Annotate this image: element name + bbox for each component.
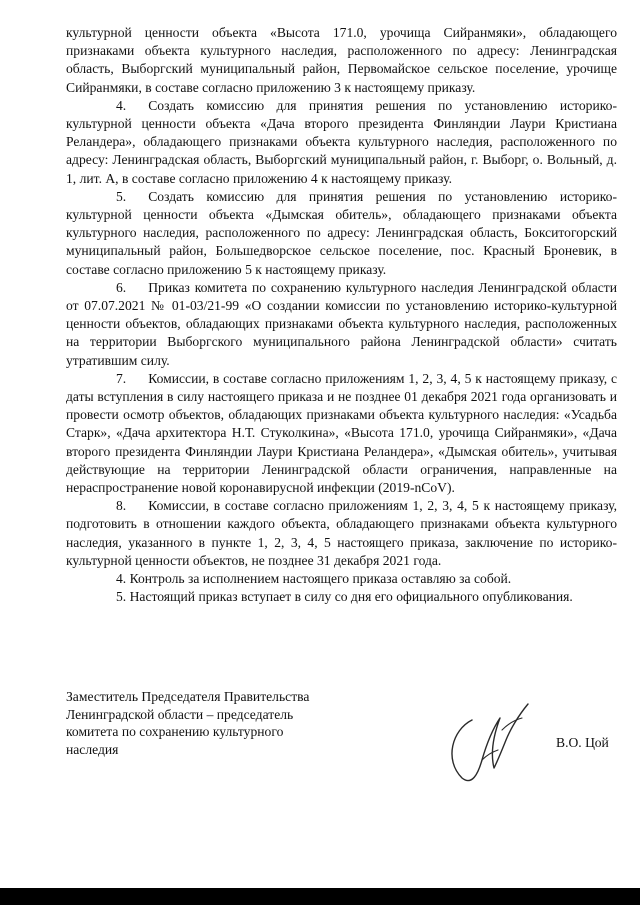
signatory-position-line: Заместитель Председателя Правительства [66, 689, 310, 704]
signatory-position-line: комитета по сохранению культурного [66, 724, 284, 739]
paragraph-text: Комиссии, в составе согласно приложениям 1, 2, 3, 4, 5 к настоящему приказу, с даты вступления в силу настоящего приказа и не позднее 01 декабря 2021 года организовать и провести осмотр объектов, обладающих признаками объекта культурного наследия: «Усадьба Старк», «Дача архитектора Н.Т. Стуколкина», «Высота 171.0, урочища Сийранмяки», «Дача второго президента Финляндии Лаури Кристиана Реландера», «Дымская обитель», учитывая действующие на территории Ленинградской области ограничения, направленные на нераспространение новой коронавирусной инфекции (2019-nCoV). [66, 370, 617, 496]
signatory-position [66, 688, 336, 758]
paragraph-number: 8. [116, 498, 127, 514]
signatory-position-line: Ленинградской области – председатель [66, 706, 294, 722]
paragraph-effective [66, 588, 617, 606]
handwritten-signature [442, 690, 552, 790]
paragraph-control [66, 570, 617, 588]
paragraph-6 [66, 279, 617, 370]
paragraph-4 [66, 97, 617, 188]
paragraph-text: Приказ комитета по сохранению культурного наследия Ленинградской области от 07.07.2021 № 01-03/21-99 «О создании комиссии по установлению историко-культурной ценности объектов, обладающих признаками объекта культурного наследия, расположенных на территории Выборгского муниципального района Ленинградской области» считать утратившим силу. [66, 279, 617, 368]
paragraph-7 [66, 370, 617, 497]
paragraph-number: 4. [116, 97, 127, 113]
paragraph-text: Создать комиссию для принятия решения по установлению историко-культурной ценности объекта «Дымская обитель», обладающего признаками объекта культурного наследия, расположенного по адресу: Ленинградская область, Бокситогорский муниципальный район, Большедворское сельское поселение, пос. Красный Броневик, в составе согласно приложению 5 к настоящему приказу. [66, 188, 617, 277]
paragraph-text: 5. Настоящий приказ вступает в силу со дня его официального опубликования. [116, 589, 573, 605]
paragraph-text: Создать комиссию для принятия решения по установлению историко-культурной ценности объекта «Дача второго президента Финляндии Лаури Кристиана Реландера», обладающего признаками объекта культурного наследия, расположенного по адресу: Ленинградская область, Выборгский муниципальный район, г. Выборг, о. Вольный, д. 1, лит. А, в составе согласно приложению 4 к настоящему приказу. [66, 97, 617, 186]
paragraph-number: 6. [116, 279, 127, 295]
document-body [66, 24, 617, 607]
paragraph-text: Комиссии, в составе согласно приложениям 1, 2, 3, 4, 5 к настоящему приказу, подготовить в отношении каждого объекта, обладающего признаками объекта культурного наследия, указанного в пункте 1, 2, 3, 4, 5 настоящего приказа, заключение по историко-культурной ценности объектов, не позднее 31 декабря 2021 года. [66, 498, 617, 568]
paragraph-5 [66, 188, 617, 279]
paragraph-text: 4. Контроль за исполнением настоящего приказа оставляю за собой. [116, 571, 512, 587]
paragraph-continuation [66, 24, 617, 97]
signatory-name: В.О. Цой [556, 735, 609, 750]
paragraph-text: культурной ценности объекта «Высота 171.0, урочища Сийранмяки», обладающего признаками объекта культурного наследия, расположенного по адресу: Ленинградская область, Выборгский муниципальный район, Первомайское сельское поселение, урочище Сийранмяки, в составе согласно приложению 3 к настоящему приказу. [66, 25, 617, 95]
paragraph-8 [66, 497, 617, 570]
scan-border-bottom [0, 888, 640, 905]
paragraph-number: 7. [116, 370, 127, 386]
signatory-position-line: наследия [66, 741, 119, 757]
paragraph-number: 5. [116, 188, 127, 204]
